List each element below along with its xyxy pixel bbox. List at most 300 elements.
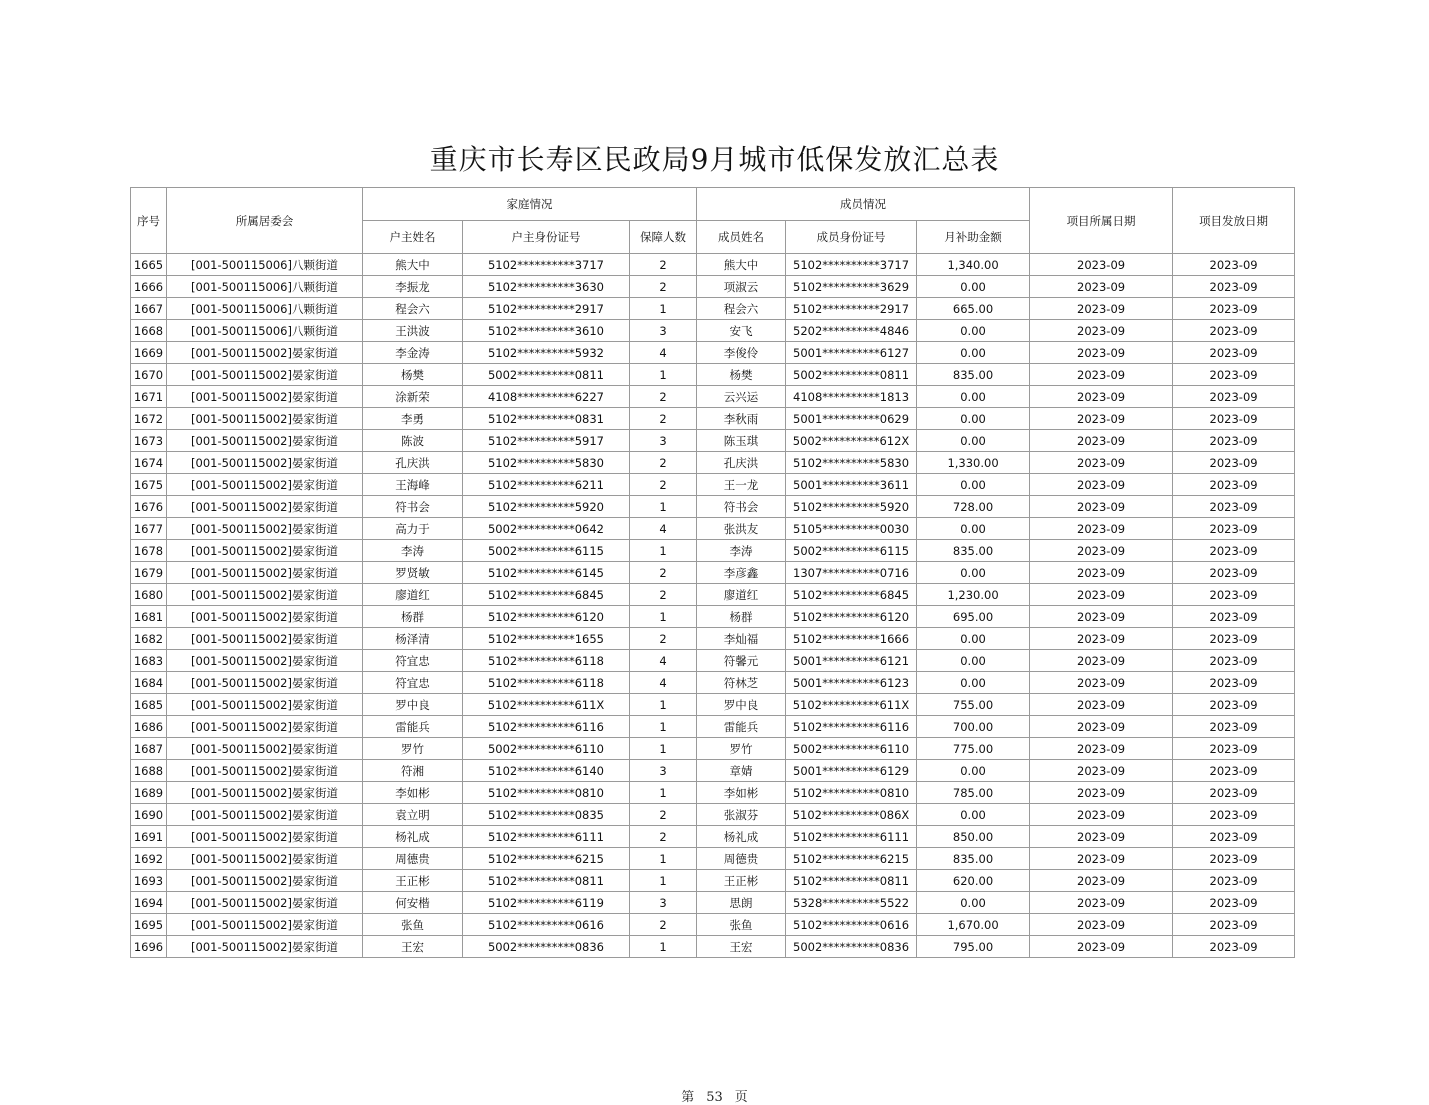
cell-head-name: 涂新荣	[363, 386, 463, 408]
cell-head-id: 5102**********611X	[463, 694, 630, 716]
cell-committee: [001-500115002]晏家街道	[167, 496, 363, 518]
cell-issue-date: 2023-09	[1173, 254, 1295, 276]
cell-project-date: 2023-09	[1030, 870, 1173, 892]
cell-member-id: 5102**********5830	[786, 452, 917, 474]
cell-committee: [001-500115002]晏家街道	[167, 716, 363, 738]
cell-member-id: 5002**********6115	[786, 540, 917, 562]
cell-project-date: 2023-09	[1030, 562, 1173, 584]
cell-head-id: 5102**********5920	[463, 496, 630, 518]
cell-member-id: 5002**********6110	[786, 738, 917, 760]
cell-member-id: 5001**********6121	[786, 650, 917, 672]
cell-committee: [001-500115002]晏家街道	[167, 364, 363, 386]
cell-seq: 1675	[131, 474, 167, 496]
cell-head-name: 熊大中	[363, 254, 463, 276]
cell-project-date: 2023-09	[1030, 848, 1173, 870]
table-row	[131, 760, 1295, 782]
table-row	[131, 826, 1295, 848]
cell-issue-date: 2023-09	[1173, 738, 1295, 760]
table-row	[131, 540, 1295, 562]
table-row	[131, 716, 1295, 738]
cell-committee: [001-500115006]八颗街道	[167, 276, 363, 298]
cell-seq: 1680	[131, 584, 167, 606]
cell-count: 4	[630, 672, 697, 694]
cell-project-date: 2023-09	[1030, 474, 1173, 496]
cell-member-id: 5102**********6845	[786, 584, 917, 606]
cell-member-name: 云兴运	[697, 386, 786, 408]
cell-head-name: 李涛	[363, 540, 463, 562]
cell-seq: 1687	[131, 738, 167, 760]
cell-project-date: 2023-09	[1030, 276, 1173, 298]
cell-count: 1	[630, 936, 697, 958]
cell-amount: 1,230.00	[917, 584, 1030, 606]
cell-seq: 1672	[131, 408, 167, 430]
cell-count: 2	[630, 386, 697, 408]
cell-committee: [001-500115002]晏家街道	[167, 408, 363, 430]
cell-head-name: 王洪波	[363, 320, 463, 342]
cell-member-name: 廖道红	[697, 584, 786, 606]
cell-committee: [001-500115002]晏家街道	[167, 826, 363, 848]
cell-count: 1	[630, 606, 697, 628]
cell-seq: 1669	[131, 342, 167, 364]
cell-member-name: 王一龙	[697, 474, 786, 496]
cell-count: 4	[630, 342, 697, 364]
cell-member-name: 程会六	[697, 298, 786, 320]
table-row	[131, 474, 1295, 496]
cell-project-date: 2023-09	[1030, 408, 1173, 430]
cell-issue-date: 2023-09	[1173, 782, 1295, 804]
cell-project-date: 2023-09	[1030, 892, 1173, 914]
cell-member-id: 5002**********0836	[786, 936, 917, 958]
cell-committee: [001-500115002]晏家街道	[167, 342, 363, 364]
cell-issue-date: 2023-09	[1173, 628, 1295, 650]
cell-member-name: 思朗	[697, 892, 786, 914]
cell-member-name: 陈玉琪	[697, 430, 786, 452]
footer-suffix: 页	[734, 1090, 748, 1105]
cell-count: 4	[630, 650, 697, 672]
cell-project-date: 2023-09	[1030, 936, 1173, 958]
cell-count: 2	[630, 452, 697, 474]
cell-seq: 1678	[131, 540, 167, 562]
cell-project-date: 2023-09	[1030, 518, 1173, 540]
table-row	[131, 562, 1295, 584]
cell-issue-date: 2023-09	[1173, 386, 1295, 408]
cell-committee: [001-500115002]晏家街道	[167, 760, 363, 782]
cell-committee: [001-500115002]晏家街道	[167, 870, 363, 892]
cell-head-id: 5102**********6118	[463, 672, 630, 694]
table-row	[131, 892, 1295, 914]
cell-issue-date: 2023-09	[1173, 870, 1295, 892]
cell-head-id: 5002**********0811	[463, 364, 630, 386]
cell-issue-date: 2023-09	[1173, 364, 1295, 386]
cell-committee: [001-500115002]晏家街道	[167, 628, 363, 650]
cell-member-id: 5001**********6129	[786, 760, 917, 782]
cell-seq: 1670	[131, 364, 167, 386]
cell-head-id: 5102**********5830	[463, 452, 630, 474]
cell-project-date: 2023-09	[1030, 452, 1173, 474]
cell-head-id: 5102**********6118	[463, 650, 630, 672]
cell-project-date: 2023-09	[1030, 342, 1173, 364]
table-row	[131, 364, 1295, 386]
cell-member-id: 5102**********611X	[786, 694, 917, 716]
cell-member-name: 张鱼	[697, 914, 786, 936]
table-row	[131, 386, 1295, 408]
cell-amount: 775.00	[917, 738, 1030, 760]
cell-project-date: 2023-09	[1030, 914, 1173, 936]
cell-count: 3	[630, 430, 697, 452]
cell-issue-date: 2023-09	[1173, 606, 1295, 628]
cell-member-name: 李灿福	[697, 628, 786, 650]
cell-issue-date: 2023-09	[1173, 650, 1295, 672]
cell-count: 2	[630, 826, 697, 848]
cell-issue-date: 2023-09	[1173, 826, 1295, 848]
cell-seq: 1690	[131, 804, 167, 826]
cell-issue-date: 2023-09	[1173, 914, 1295, 936]
cell-head-name: 杨泽清	[363, 628, 463, 650]
table-row	[131, 628, 1295, 650]
cell-seq: 1692	[131, 848, 167, 870]
cell-issue-date: 2023-09	[1173, 298, 1295, 320]
cell-seq: 1688	[131, 760, 167, 782]
cell-amount: 0.00	[917, 386, 1030, 408]
cell-seq: 1686	[131, 716, 167, 738]
cell-member-id: 5102**********0810	[786, 782, 917, 804]
cell-head-id: 5102**********3630	[463, 276, 630, 298]
cell-member-name: 李俊伶	[697, 342, 786, 364]
table-row	[131, 430, 1295, 452]
cell-seq: 1677	[131, 518, 167, 540]
cell-seq: 1668	[131, 320, 167, 342]
cell-amount: 0.00	[917, 628, 1030, 650]
cell-member-name: 熊大中	[697, 254, 786, 276]
cell-amount: 0.00	[917, 320, 1030, 342]
summary-table	[130, 187, 1295, 958]
cell-member-name: 安飞	[697, 320, 786, 342]
cell-count: 2	[630, 914, 697, 936]
cell-member-id: 5001**********3611	[786, 474, 917, 496]
cell-head-name: 杨礼成	[363, 826, 463, 848]
table-row	[131, 606, 1295, 628]
cell-committee: [001-500115002]晏家街道	[167, 848, 363, 870]
cell-amount: 755.00	[917, 694, 1030, 716]
cell-head-name: 程会六	[363, 298, 463, 320]
cell-count: 2	[630, 276, 697, 298]
cell-project-date: 2023-09	[1030, 826, 1173, 848]
cell-issue-date: 2023-09	[1173, 320, 1295, 342]
cell-project-date: 2023-09	[1030, 694, 1173, 716]
cell-member-name: 罗竹	[697, 738, 786, 760]
cell-head-id: 5102**********5932	[463, 342, 630, 364]
cell-amount: 0.00	[917, 892, 1030, 914]
cell-member-id: 5102**********3629	[786, 276, 917, 298]
cell-head-id: 5102**********6116	[463, 716, 630, 738]
cell-issue-date: 2023-09	[1173, 562, 1295, 584]
header-amount: 月补助金额	[917, 221, 1030, 254]
header-count: 保障人数	[630, 221, 697, 254]
cell-seq: 1696	[131, 936, 167, 958]
cell-head-id: 5102**********6845	[463, 584, 630, 606]
table-row	[131, 298, 1295, 320]
cell-committee: [001-500115006]八颗街道	[167, 254, 363, 276]
header-member-group: 成员情况	[697, 188, 1030, 221]
table-row	[131, 936, 1295, 958]
cell-committee: [001-500115002]晏家街道	[167, 892, 363, 914]
cell-member-id: 5102**********0616	[786, 914, 917, 936]
cell-head-id: 5102**********0811	[463, 870, 630, 892]
cell-head-name: 王海峰	[363, 474, 463, 496]
cell-count: 1	[630, 496, 697, 518]
cell-head-id: 5102**********0835	[463, 804, 630, 826]
cell-member-id: 5102**********1666	[786, 628, 917, 650]
header-member-id: 成员身份证号	[786, 221, 917, 254]
cell-head-name: 廖道红	[363, 584, 463, 606]
cell-member-id: 5002**********0811	[786, 364, 917, 386]
cell-member-name: 杨樊	[697, 364, 786, 386]
cell-count: 2	[630, 562, 697, 584]
table-row	[131, 782, 1295, 804]
cell-head-id: 5102**********5917	[463, 430, 630, 452]
cell-issue-date: 2023-09	[1173, 936, 1295, 958]
cell-count: 2	[630, 628, 697, 650]
cell-member-name: 王正彬	[697, 870, 786, 892]
cell-head-name: 王正彬	[363, 870, 463, 892]
cell-committee: [001-500115002]晏家街道	[167, 914, 363, 936]
header-committee: 所属居委会	[167, 188, 363, 254]
cell-amount: 795.00	[917, 936, 1030, 958]
cell-member-name: 周德贵	[697, 848, 786, 870]
cell-member-name: 李秋雨	[697, 408, 786, 430]
cell-committee: [001-500115002]晏家街道	[167, 562, 363, 584]
cell-committee: [001-500115002]晏家街道	[167, 386, 363, 408]
table-row	[131, 848, 1295, 870]
cell-committee: [001-500115002]晏家街道	[167, 782, 363, 804]
cell-head-name: 李勇	[363, 408, 463, 430]
cell-head-id: 5102**********0831	[463, 408, 630, 430]
cell-member-name: 李如彬	[697, 782, 786, 804]
cell-head-id: 5102**********6211	[463, 474, 630, 496]
cell-head-name: 王宏	[363, 936, 463, 958]
cell-head-name: 罗中良	[363, 694, 463, 716]
cell-amount: 1,340.00	[917, 254, 1030, 276]
table-row	[131, 276, 1295, 298]
cell-head-id: 5102**********1655	[463, 628, 630, 650]
cell-head-id: 5102**********3610	[463, 320, 630, 342]
cell-amount: 700.00	[917, 716, 1030, 738]
cell-project-date: 2023-09	[1030, 760, 1173, 782]
cell-member-id: 4108**********1813	[786, 386, 917, 408]
cell-member-id: 5102**********086X	[786, 804, 917, 826]
cell-committee: [001-500115002]晏家街道	[167, 540, 363, 562]
cell-head-name: 符宜忠	[363, 650, 463, 672]
cell-head-name: 符宜忠	[363, 672, 463, 694]
cell-project-date: 2023-09	[1030, 364, 1173, 386]
cell-member-name: 章婧	[697, 760, 786, 782]
table-row	[131, 672, 1295, 694]
cell-head-id: 5002**********6115	[463, 540, 630, 562]
page-footer	[0, 1086, 1429, 1105]
cell-issue-date: 2023-09	[1173, 452, 1295, 474]
cell-issue-date: 2023-09	[1173, 408, 1295, 430]
cell-head-id: 5102**********0810	[463, 782, 630, 804]
cell-member-name: 张洪友	[697, 518, 786, 540]
cell-seq: 1679	[131, 562, 167, 584]
cell-amount: 785.00	[917, 782, 1030, 804]
cell-project-date: 2023-09	[1030, 782, 1173, 804]
cell-amount: 0.00	[917, 342, 1030, 364]
cell-seq: 1682	[131, 628, 167, 650]
cell-project-date: 2023-09	[1030, 320, 1173, 342]
cell-head-name: 袁立明	[363, 804, 463, 826]
cell-head-id: 5102**********3717	[463, 254, 630, 276]
cell-member-id: 5002**********612X	[786, 430, 917, 452]
cell-member-id: 5102**********6116	[786, 716, 917, 738]
cell-seq: 1671	[131, 386, 167, 408]
table-row	[131, 452, 1295, 474]
cell-committee: [001-500115002]晏家街道	[167, 694, 363, 716]
cell-amount: 0.00	[917, 430, 1030, 452]
cell-member-id: 5102**********6120	[786, 606, 917, 628]
cell-head-name: 李如彬	[363, 782, 463, 804]
cell-count: 2	[630, 474, 697, 496]
cell-issue-date: 2023-09	[1173, 672, 1295, 694]
cell-member-id: 5105**********0030	[786, 518, 917, 540]
cell-issue-date: 2023-09	[1173, 804, 1295, 826]
cell-amount: 0.00	[917, 804, 1030, 826]
cell-head-id: 5102**********6215	[463, 848, 630, 870]
cell-amount: 0.00	[917, 408, 1030, 430]
table-row	[131, 914, 1295, 936]
cell-project-date: 2023-09	[1030, 650, 1173, 672]
cell-issue-date: 2023-09	[1173, 716, 1295, 738]
cell-amount: 850.00	[917, 826, 1030, 848]
cell-project-date: 2023-09	[1030, 584, 1173, 606]
cell-project-date: 2023-09	[1030, 606, 1173, 628]
cell-head-name: 周德贵	[363, 848, 463, 870]
cell-head-name: 李振龙	[363, 276, 463, 298]
table-row	[131, 804, 1295, 826]
cell-project-date: 2023-09	[1030, 430, 1173, 452]
cell-head-name: 李金涛	[363, 342, 463, 364]
cell-amount: 695.00	[917, 606, 1030, 628]
cell-seq: 1684	[131, 672, 167, 694]
cell-committee: [001-500115002]晏家街道	[167, 606, 363, 628]
cell-committee: [001-500115002]晏家街道	[167, 650, 363, 672]
cell-member-id: 5001**********6127	[786, 342, 917, 364]
cell-issue-date: 2023-09	[1173, 584, 1295, 606]
cell-head-name: 杨群	[363, 606, 463, 628]
cell-committee: [001-500115002]晏家街道	[167, 738, 363, 760]
header-head-name: 户主姓名	[363, 221, 463, 254]
cell-member-name: 罗中良	[697, 694, 786, 716]
cell-issue-date: 2023-09	[1173, 474, 1295, 496]
cell-amount: 0.00	[917, 276, 1030, 298]
cell-head-name: 高力于	[363, 518, 463, 540]
table-row	[131, 408, 1295, 430]
cell-committee: [001-500115006]八颗街道	[167, 320, 363, 342]
cell-seq: 1685	[131, 694, 167, 716]
cell-project-date: 2023-09	[1030, 540, 1173, 562]
cell-amount: 1,330.00	[917, 452, 1030, 474]
cell-seq: 1691	[131, 826, 167, 848]
cell-project-date: 2023-09	[1030, 738, 1173, 760]
cell-member-id: 5328**********5522	[786, 892, 917, 914]
cell-amount: 0.00	[917, 474, 1030, 496]
cell-project-date: 2023-09	[1030, 716, 1173, 738]
cell-head-id: 4108**********6227	[463, 386, 630, 408]
cell-seq: 1665	[131, 254, 167, 276]
cell-member-id: 1307**********0716	[786, 562, 917, 584]
cell-head-id: 5102**********6120	[463, 606, 630, 628]
cell-count: 3	[630, 892, 697, 914]
cell-seq: 1666	[131, 276, 167, 298]
cell-member-name: 符书会	[697, 496, 786, 518]
cell-head-id: 5102**********6140	[463, 760, 630, 782]
table-row	[131, 320, 1295, 342]
cell-seq: 1689	[131, 782, 167, 804]
cell-project-date: 2023-09	[1030, 672, 1173, 694]
cell-count: 1	[630, 716, 697, 738]
cell-amount: 835.00	[917, 540, 1030, 562]
header-seq: 序号	[131, 188, 167, 254]
cell-project-date: 2023-09	[1030, 386, 1173, 408]
cell-head-name: 何安楷	[363, 892, 463, 914]
cell-head-id: 5102**********6119	[463, 892, 630, 914]
cell-committee: [001-500115002]晏家街道	[167, 430, 363, 452]
cell-committee: [001-500115006]八颗街道	[167, 298, 363, 320]
cell-count: 2	[630, 408, 697, 430]
cell-head-id: 5002**********6110	[463, 738, 630, 760]
cell-member-name: 杨群	[697, 606, 786, 628]
table-row	[131, 254, 1295, 276]
cell-member-name: 张淑芬	[697, 804, 786, 826]
cell-count: 1	[630, 540, 697, 562]
cell-committee: [001-500115002]晏家街道	[167, 474, 363, 496]
cell-seq: 1676	[131, 496, 167, 518]
cell-count: 2	[630, 584, 697, 606]
cell-issue-date: 2023-09	[1173, 892, 1295, 914]
cell-count: 1	[630, 694, 697, 716]
cell-project-date: 2023-09	[1030, 254, 1173, 276]
cell-head-name: 杨樊	[363, 364, 463, 386]
cell-amount: 835.00	[917, 848, 1030, 870]
cell-count: 2	[630, 254, 697, 276]
cell-project-date: 2023-09	[1030, 628, 1173, 650]
cell-member-name: 符馨元	[697, 650, 786, 672]
cell-amount: 665.00	[917, 298, 1030, 320]
cell-project-date: 2023-09	[1030, 298, 1173, 320]
header-project-date: 项目所属日期	[1030, 188, 1173, 254]
cell-amount: 0.00	[917, 562, 1030, 584]
cell-head-name: 罗贤敏	[363, 562, 463, 584]
cell-member-id: 5001**********0629	[786, 408, 917, 430]
cell-seq: 1683	[131, 650, 167, 672]
cell-amount: 0.00	[917, 760, 1030, 782]
cell-member-id: 5102**********6111	[786, 826, 917, 848]
header-family-group: 家庭情况	[363, 188, 697, 221]
cell-seq: 1693	[131, 870, 167, 892]
cell-head-name: 符湘	[363, 760, 463, 782]
cell-member-name: 符林芝	[697, 672, 786, 694]
cell-head-name: 雷能兵	[363, 716, 463, 738]
cell-member-name: 雷能兵	[697, 716, 786, 738]
cell-count: 1	[630, 782, 697, 804]
table-row	[131, 650, 1295, 672]
cell-amount: 0.00	[917, 672, 1030, 694]
cell-member-id: 5202**********4846	[786, 320, 917, 342]
cell-count: 1	[630, 738, 697, 760]
cell-head-name: 符书会	[363, 496, 463, 518]
cell-count: 3	[630, 760, 697, 782]
table-row	[131, 342, 1295, 364]
